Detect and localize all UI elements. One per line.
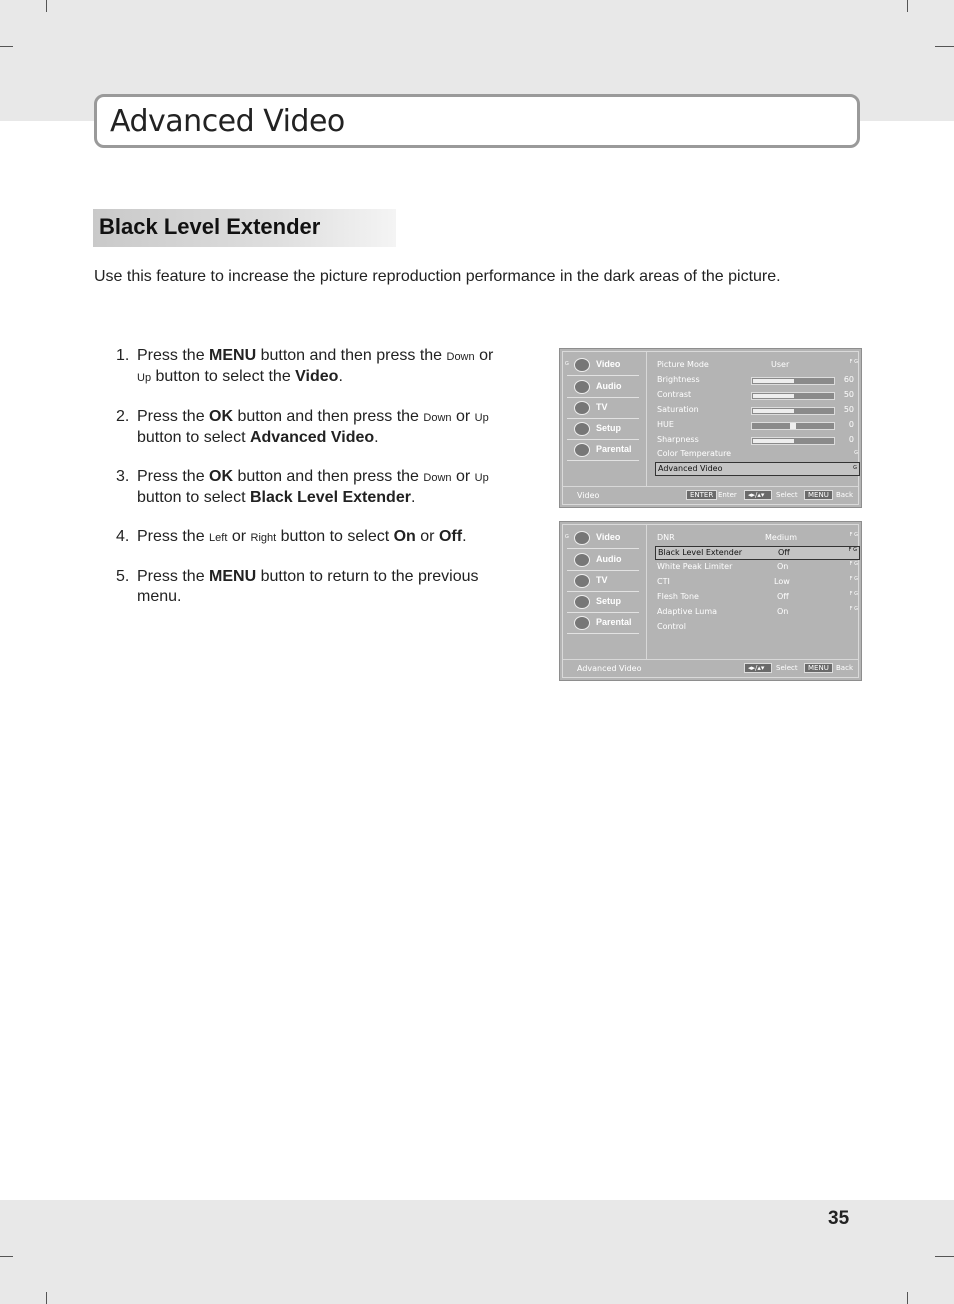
menu-row-hue[interactable]: HUE 0 [657,420,854,429]
sidebar-item-parental[interactable]: Parental [567,440,639,461]
page-title-box [94,94,860,148]
step-1: 1. Press the MENU button and then press the Down or Up button to select the Video. [116,347,494,385]
menu-footer: Advanced Video ◂▸/▴▾ Select MENU Back [563,659,858,677]
hue-slider[interactable] [751,422,835,430]
advanced-video-menu-screen [559,521,862,681]
sidebar-item-audio[interactable]: Audio [567,550,639,571]
intro-text: Use this feature to increase the picture reproduction performance in the dark areas of the picture. [94,268,781,285]
tv-icon [574,574,590,588]
crop-mark [46,0,47,12]
section-header [93,209,396,247]
sidebar-item-tv[interactable]: TV [567,571,639,592]
menu-key: MENU [804,663,833,673]
menu-footer: Video ENTER Enter ◂▸/▴▾ Select MENU Back [563,486,858,504]
crop-mark [935,1256,954,1257]
sidebar-item-setup[interactable]: Setup [567,592,639,613]
sidebar-item-setup[interactable]: Setup [567,419,639,440]
menu-row-advanced-video[interactable]: Advanced Video G [655,462,860,476]
sharpness-slider[interactable] [751,437,835,445]
sidebar-item-video[interactable]: Video [567,355,639,376]
crop-mark [0,46,13,47]
crop-mark [935,46,954,47]
video-icon [574,358,590,372]
menu-row-sharpness[interactable]: Sharpness 0 [657,435,854,444]
sidebar-item-video[interactable]: Video [567,528,639,549]
arrow-keys-icon: ◂▸/▴▾ [744,663,772,673]
enter-key: ENTER [686,490,717,500]
sidebar-item-parental[interactable]: Parental [567,613,639,634]
crop-mark [0,1256,13,1257]
sidebar-item-audio[interactable]: Audio [567,377,639,398]
arrow-keys-icon: ◂▸/▴▾ [744,490,772,500]
page-title: Advanced Video [110,104,345,139]
menu-row-adaptive-luma[interactable]: Adaptive Luma On F G [657,606,858,616]
menu-row-flesh-tone[interactable]: Flesh Tone Off F G [657,591,858,601]
brightness-slider[interactable] [751,377,835,385]
saturation-slider[interactable] [751,407,835,415]
menu-row-contrast[interactable]: Contrast 50 [657,390,854,399]
parental-icon [574,443,590,457]
menu-row-dnr[interactable]: DNR Medium F G [657,532,858,542]
footer-band [0,1200,954,1304]
menu-row-color-temperature[interactable]: Color Temperature G [657,449,858,458]
audio-icon [574,380,590,394]
contrast-slider[interactable] [751,392,835,400]
menu-row-cti[interactable]: CTI Low F G [657,576,858,586]
section-title: Black Level Extender [99,214,321,239]
menu-sidebar: G Video Audio TV Setup Parental [563,525,647,659]
setup-icon [574,422,590,436]
step-2: 2. Press the OK button and then press the Down or Up button to select Advanced Video. [116,408,489,446]
crop-mark [46,1292,47,1304]
menu-row-black-level-extender[interactable]: Black Level Extender Off F G [655,546,860,560]
menu-row-saturation[interactable]: Saturation 50 [657,405,854,414]
video-icon [574,531,590,545]
tv-icon [574,401,590,415]
crop-mark [907,0,908,12]
menu-key: MENU [804,490,833,500]
crop-mark [907,1292,908,1304]
setup-icon [574,595,590,609]
step-5: 5. Press the MENU button to return to the previous menu. [116,568,479,605]
sidebar-item-tv[interactable]: TV [567,398,639,419]
menu-row-brightness[interactable]: Brightness 60 [657,375,854,384]
menu-sidebar: G Video Audio TV Setup Parental [563,352,647,486]
step-3: 3. Press the OK button and then press the Down or Up button to select Black Level Extender. [116,468,489,506]
page-number: 35 [828,1208,850,1229]
steps-list [116,346,516,626]
audio-icon [574,553,590,567]
video-menu-screen [559,348,862,508]
menu-row-white-peak-limiter[interactable]: White Peak Limiter On F G [657,561,858,571]
menu-row-control: Control [657,622,686,631]
step-4: 4. Press the Left or Right button to select On or Off. [116,528,467,545]
menu-row-picture-mode[interactable]: Picture Mode User F G [657,359,858,369]
parental-icon [574,616,590,630]
